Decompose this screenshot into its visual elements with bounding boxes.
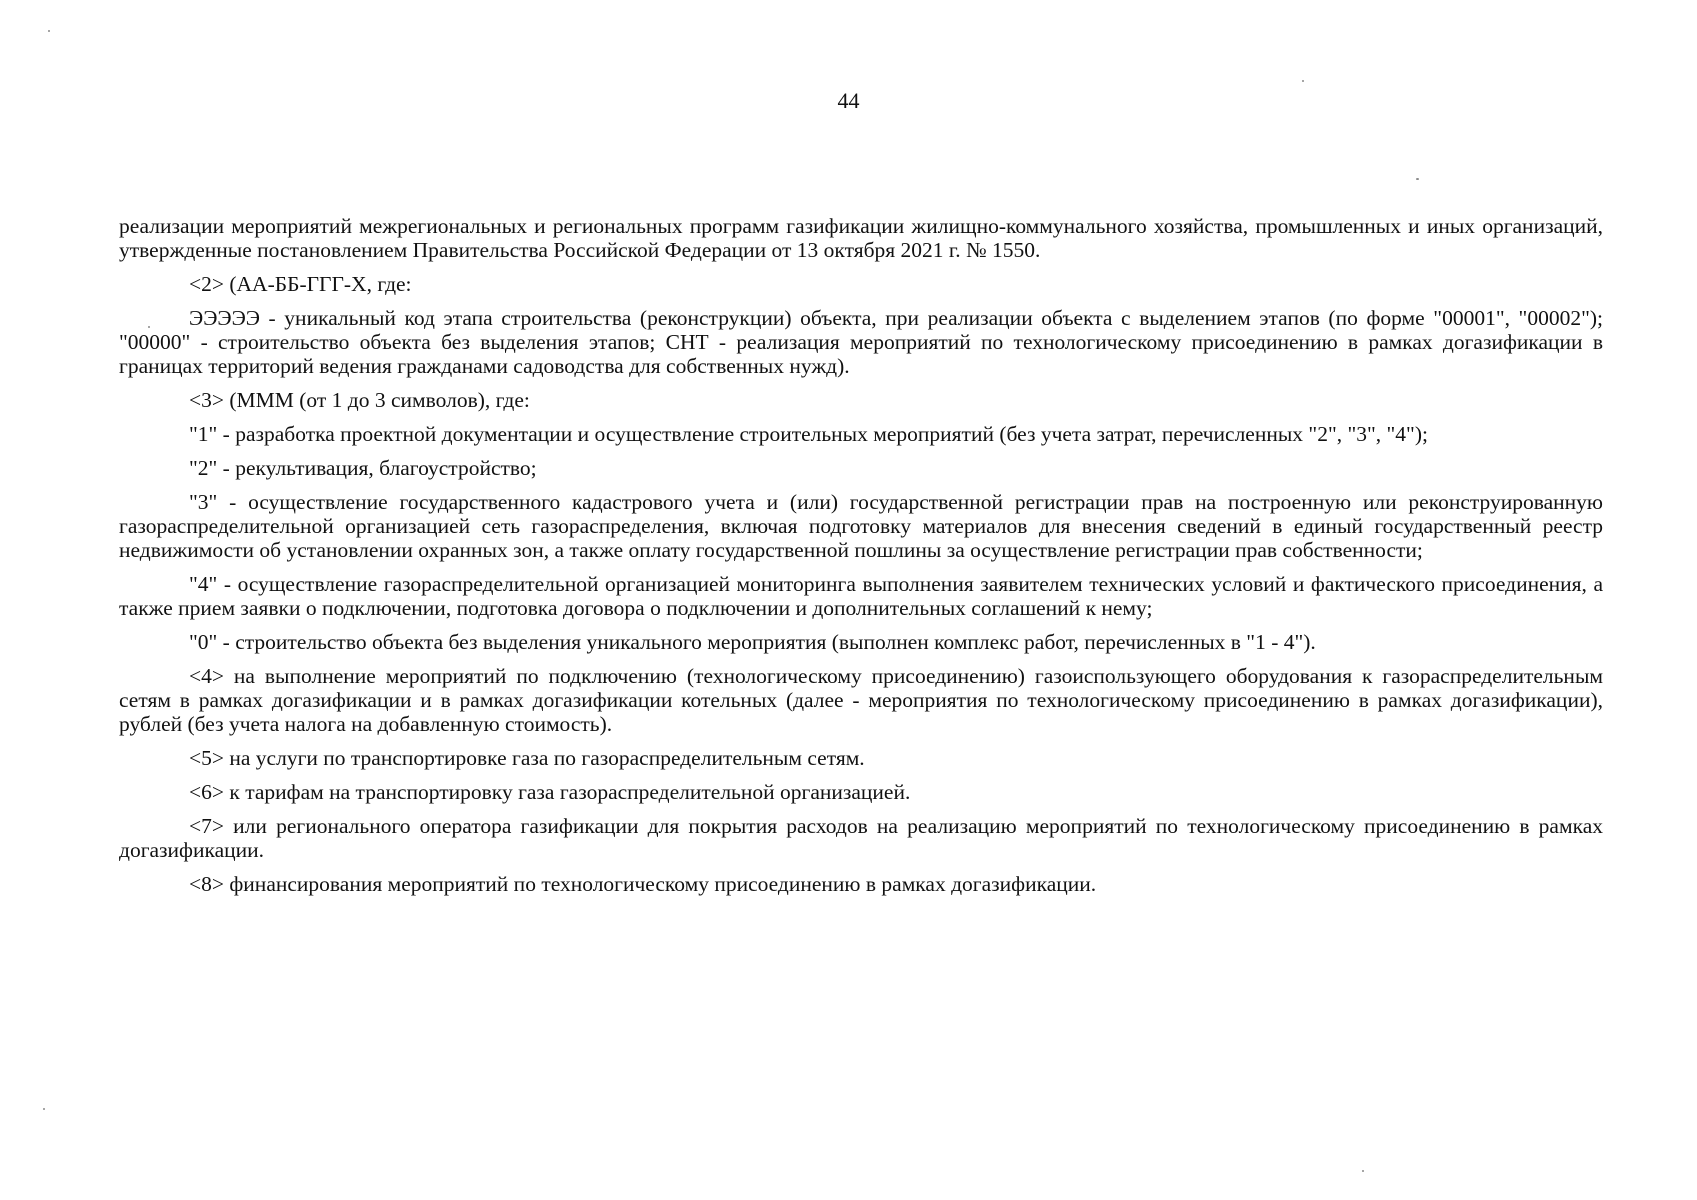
footnote-3-item-0: "0" - строительство объекта без выделения уникального мероприятия (выполнен комплекс работ, перечисленных в "1 - 4"). <box>189 630 1316 654</box>
footnote-8: <8> финансирования мероприятий по технологическому присоединению в рамках догазификации. <box>189 872 1097 896</box>
footnote-3-item-3: "3" - осуществление государственного кадастрового учета и (или) государственной регистрации прав на построенную или реконструированную газораспределительной организацией сеть газораспределения, включая подготовку материалов для внесения сведений в единый государственный реестр недвижимости об установлении охранных зон, а также оплату государственной пошлины за осуществление регистрации прав собственности; <box>119 490 1603 562</box>
scan-speck <box>43 1108 45 1110</box>
footnote-3: <3> (МММ (от 1 до 3 символов), где: <box>189 388 530 412</box>
scan-speck <box>1362 1170 1364 1172</box>
scan-speck <box>148 326 150 328</box>
footnote-6: <6> к тарифам на транспортировку газа газораспределительной организацией. <box>189 780 911 804</box>
page-number: 44 <box>837 88 860 113</box>
footnote-3-item-2: "2" - рекультивация, благоустройство; <box>189 456 537 480</box>
footnote-4: <4> на выполнение мероприятий по подключению (технологическому присоединению) газоиспользующего оборудования к газораспределительным сетям в рамках догазификации и в рамках догазификации котельных (далее - мероприятия по технологическому присоединению в рамках догазификации), рублей (без учета налога на добавленную стоимость). <box>119 664 1603 736</box>
paragraph-continuation: реализации мероприятий межрегиональных и региональных программ газификации жилищно-коммунального хозяйства, промышленных и иных организаций, утвержденные постановлением Правительства Российской Федерации от 13 октября 2021 г. № 1550. <box>119 214 1603 262</box>
footnote-3-item-1: "1" - разработка проектной документации и осуществление строительных мероприятий (без учета затрат, перечисленных "2", "3", "4"); <box>189 422 1428 446</box>
footnote-2: <2> (АА-ББ-ГГГ-Х, где: <box>189 272 412 296</box>
document-body <box>119 214 1603 906</box>
scan-speck <box>1302 80 1304 82</box>
footnote-5: <5> на услуги по транспортировке газа по газораспределительным сетям. <box>189 746 865 770</box>
scan-speck <box>48 30 50 32</box>
footnote-3-item-4: "4" - осуществление газораспределительной организацией мониторинга выполнения заявителем технических условий и фактического присоединения, а также прием заявки о подключении, подготовка договора о подключении и дополнительных соглашений к нему; <box>119 572 1603 620</box>
footnote-7: <7> или регионального оператора газификации для покрытия расходов на реализацию мероприятий по технологическому присоединению в рамках догазификации. <box>119 814 1603 862</box>
scan-speck <box>1416 178 1419 180</box>
footnote-2-code-description: ЭЭЭЭЭ - уникальный код этапа строительства (реконструкции) объекта, при реализации объекта с выделением этапов (по форме "00001", "00002"); "00000" - строительство объекта без выделения этапов; СНТ - реализация мероприятий по технологическому присоединению в рамках догазификации в границах территорий ведения гражданами садоводства для собственных нужд). <box>119 306 1603 378</box>
